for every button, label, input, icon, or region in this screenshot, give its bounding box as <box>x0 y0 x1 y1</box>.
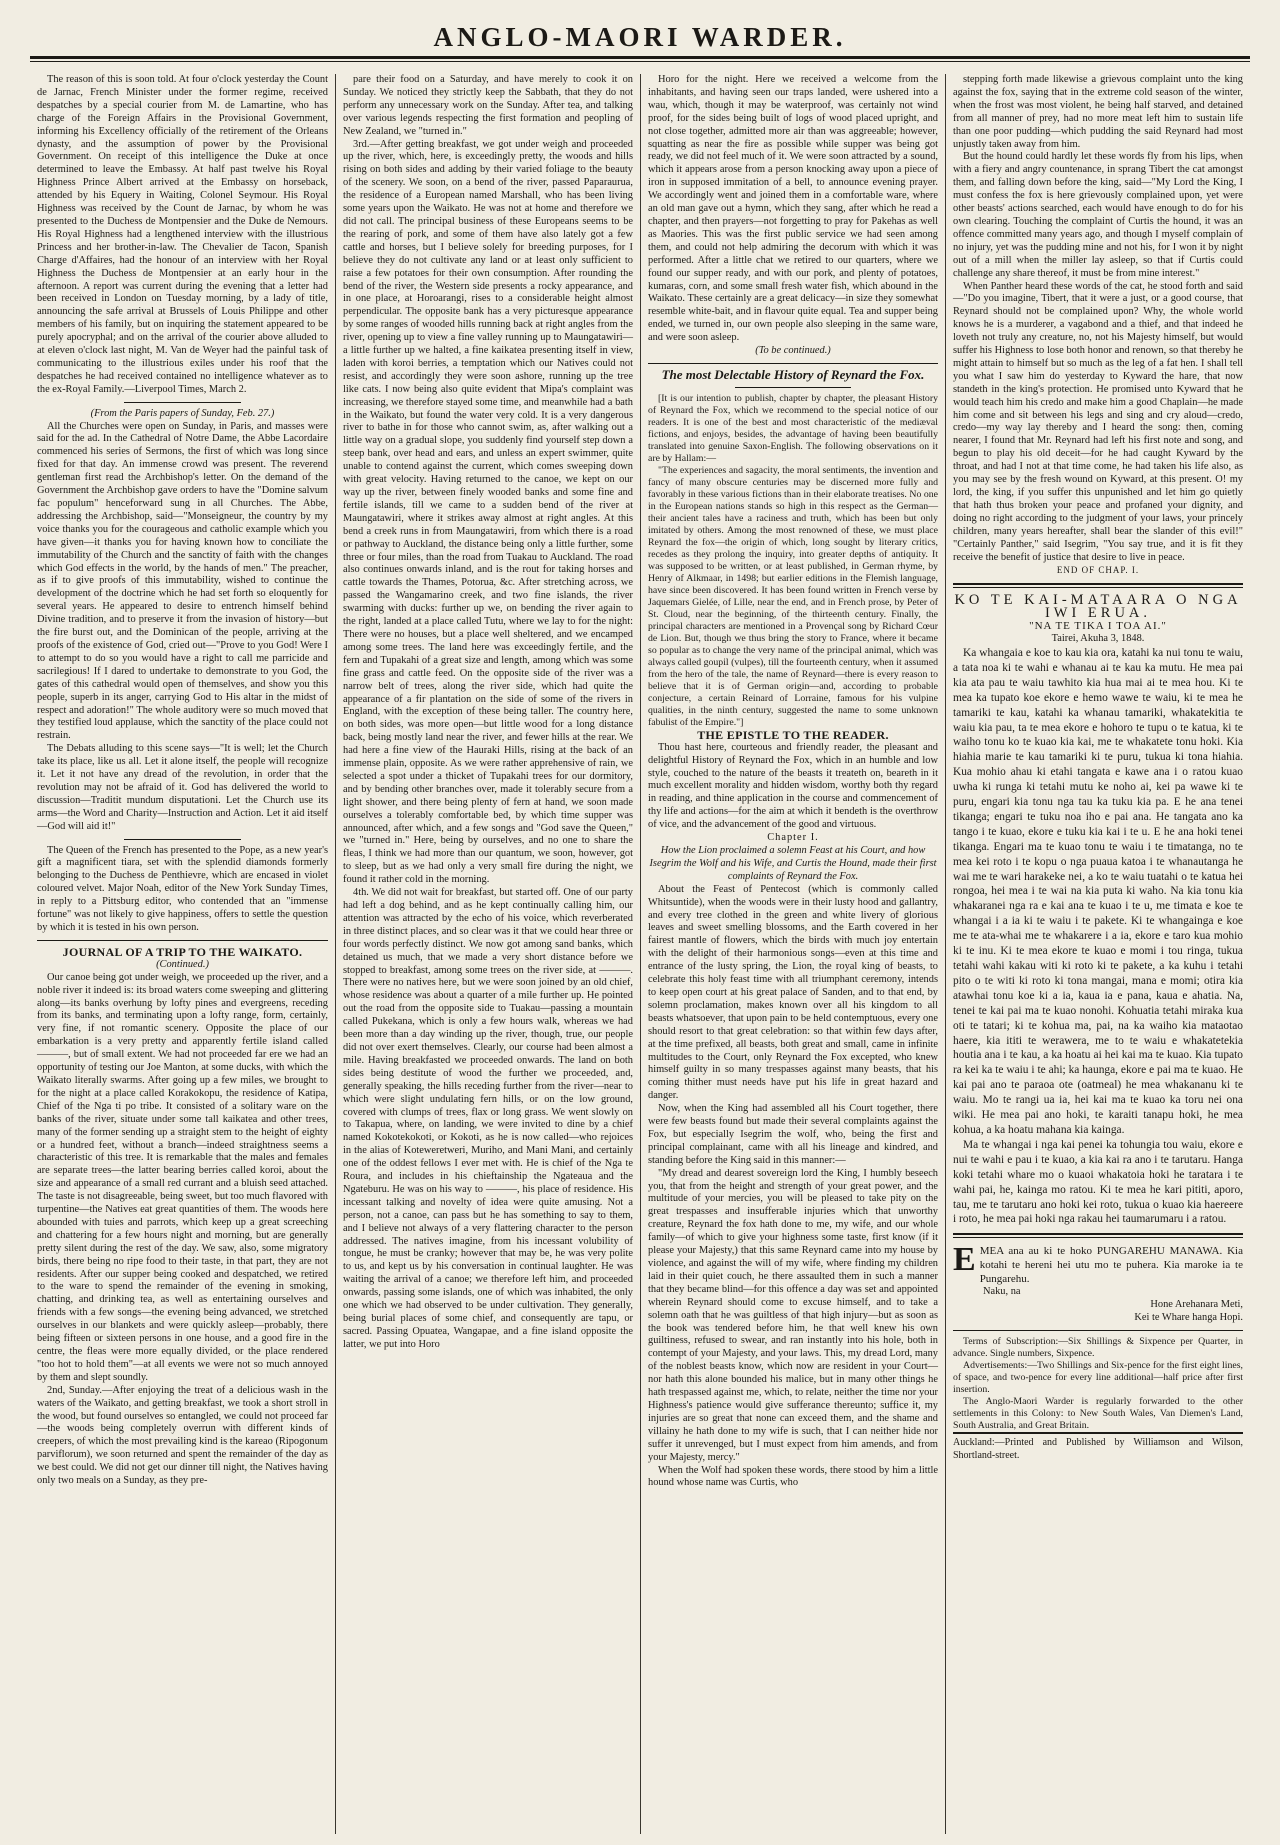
separator <box>735 387 851 388</box>
column-2 <box>335 74 640 1834</box>
signature-line: Naku, na <box>983 1286 1021 1298</box>
article-paragraph: Our canoe being got under weigh, we proceeded up the river, and a noble river it indeed is: its broad waters come sweeping and glittering along—its banks overhung by lofty pines and evergreens, receding from its banks, and terminating upon a lofty range, form, certainly, very fine, if not romantic scenery. Opposite the place of our embarkation is a very pretty and apparently fertile island called ———, but of small extent. We had not proceeded far ere we had an opportunity of testing our Joe Manton, at some ducks, with which the Waikato literally swarms. After going up a few miles, we brought to for the night at a place called Korakokopu, the residence of Katipa, Chief of the Nga ti po tribe. It consisted of a solitary ware on the banks of the river, situate under some tall kaikatea and other trees, many of the former sending up a straight stem to the height of eighty or a hundred feet, without a branch—indeed straightness seems a characteristic of this tree. It is remarkable that the males and females are separate trees—the latter bearing berries called koroi, about the size and appearance of a small red currant and a bluish seed attached. The taste is not disagreeable, being sweet, but too much flavored with turpentine—the Natives eat great quantities of them. The woods here abounded with tuies and parrots, which keep up a great screeching and chattering for a few hours night and morning, but are generally pretty silent during the rest of the day. We saw, also, some migratory birds, there being no ripe food to their taste, in that part, they are not residents. After our supper being cooked and despatched, we retired to the ware to spend the remainder of the evening in smoking, chatting, and drinking tea, as well as entertaining ourselves and friends with a few songs—the evening being advanced, we stretched ourselves in our blankets and were quickly asleep—probably, there being fifteen or sixteen persons in one house, and a good fire in the centre, the fleas were more equally divided, or the place rendered "too hot to hold them"—at all events we were not so much annoyed by them and slept soundly. <box>37 971 328 1383</box>
separator <box>37 940 328 941</box>
article-title: JOURNAL OF A TRIP TO THE WAIKATO. <box>62 944 303 959</box>
distribution-note: The Anglo-Maori Warder is regularly forwarded to the other settlements in this Colony: to New South Wales, Van Diemen's Land, South Australia, and Great Britain. <box>953 1396 1243 1432</box>
article-paragraph: pare their food on a Saturday, and have merely to cook it on Sunday. We noticed they strictly keep the Sabbath, that they do not perform any unnecessary work on the Sunday. After tea, and talking over various legends respecting the first formation and peopling of New Zealand, we "turned in." <box>343 74 633 137</box>
article-paragraph: When the Wolf had spoken these words, there stood by him a little hound whose name was Curtis, who <box>648 1464 938 1489</box>
article-paragraph: Horo for the night. Here we received a welcome from the inhabitants, and having seen our traps landed, were ushered into a wau, which, though it may be waterproof, was certainly not wind proof, for the sides being built of logs of wood placed upright, and not close together, admitted more air than was aggreeable; however, squatting as near the fire as possible while supper was being got ready, we did not feel much of it. We were soon attracted by a sound, which it appears arose from a person knocking away upon a piece of iron in supposed immitation of a bell, to announce evening prayer. We accordingly went and joined them in a comfortable ware, where an old man gave out a hymn, which they sang, after which he read a chapter, and then prayers—not forgetting to pray for Pakehas as well as Maories. This was the first public service we had seen among them, and could not help admiring the decorum with which it was performed. After a little chat we retired to our quarters, where we found our supper ready, and with our pork, and plenty of potatoes, kumaras, corn, and some small fresh water fish, which abound in the Waikato. These certainly are a great delicacy—in size they somewhat resemble white-bait, and in flavour quite equal. Tea and supper being ended, we turned in, our own people also sleeping in the same ware, and were soon asleep. <box>648 74 938 344</box>
chapter-heading: Chapter I. <box>767 832 819 844</box>
end-of-chapter: END OF CHAP. I. <box>1056 565 1140 576</box>
article-paragraph: About the Feast of Pentecost (which is commonly called Whitsuntide), when the woods were in their lusty hood and gallantry, and every tree clothed in the green and white livery of glorious leaves and sweet smelling blossoms, and the Earth covered in her fairest mantle of flowers, which the birds with much joy entertain with the delight of their harmonious songs—even at this time and entrance of the lusty spring, the Lion, the royal king of beasts, to celebrate this holy feast time with all triumphant ceremony, intends to keep open court at his great palace of Sanden, and to that end, by solemn proclamation, makes known over all his kingdom to all beasts whatsoever, that upon pain to be held contemptuous, every one should resort to that great celebration: so that within few days after, at the time prefixed, all beasts, both great and small, came in infinite multitudes to the Court, only Reynard the Fox excepted, who knew himself guilty in so many trespasses against many beasts, that his coming thither must needs have put his life in great hazard and danger. <box>648 883 938 1102</box>
masthead-rule <box>30 56 1250 59</box>
separator <box>953 1330 1243 1331</box>
masthead-rule-thin <box>30 61 1250 62</box>
separator <box>124 839 240 840</box>
motto: "NA TE TIKA I TOA AI." <box>1029 620 1167 633</box>
article-paragraph: But the hound could hardly let these words fly from his lips, when with a fiery and angry countenance, in sprang Tibert the cat amongst them, and falling down before the king, said—"My Lord the King, I must confess the fox is here grievously complained upon, yet were other beasts' actions searched, each would have enough to do for his own clearing. Touching the complaint of Curtis the hound, it was an offence committed many years ago, and though I myself complain of no injury, yet was the pudding mine and not his, for I won it by night out of a mill when the miller lay asleep, so that if Curtis could challenge any share thereof, it must be from mine interest." <box>953 151 1243 279</box>
masthead-title: ANGLO-MAORI WARDER. <box>433 22 847 52</box>
signature-place: Kei te Whare hanga Hopi. <box>1134 1312 1243 1324</box>
article-paragraph: All the Churches were open on Sunday, in Paris, and masses were said for the ad. In the Cathedral of Notre Dame, the Abbe Lacordaire commenced his series of Sermons, the first of which was long since fixed for that day. An immense crowd was present. The reverend gentleman first read the Archbishop's letter. On the demand of the Government the Archbishop gave orders to have the "Domine salvum fac populum" henceforward sung in all Churches. The Abbe, addressing the Archbishop, said—"Monseigneur, the country by my voice thanks you for the courageous and catholic example which you have given—it thanks you for having known how to conciliate the immutability of the Church and the sanctity of faith with the changes which God effects in the world, by the hands of men." The preacher, as if to give proofs of this immutability, wished to continue the development of the doctrine which he had set forth so eloquently for several years. He appeared to desire to entrench himself behind Divine tradition, and to preserve it from the invasion of history—but the fire burst out, and the Dominican of the people, arriving at the proofs of the existence of God, cried out—"Prove to you God! Were I to attempt to do so you would have a right to call me parricide and sacrilegious! If I dared to undertake to demonstrate to you God, the gates of this cathedral would open of themselves, and show you this people, superb in its anger, carrying God to His altar in the midst of respect and adoration!" The whole auditory were so much moved that they testified loud applause, which the sanctity of the place could not restrain. <box>37 420 328 742</box>
notice-text: MEA ana au ki te hoko PUNGAREHU MANAWA. Kia kotahi te hereni hei utu mo te puhera. Kia maroke ia te Pungarehu. <box>979 1245 1243 1286</box>
drop-cap: E <box>953 1241 976 1279</box>
separator <box>953 583 1243 588</box>
signature-name: Hone Arehanara Meti, <box>1150 1299 1243 1311</box>
column-3 <box>640 74 945 1834</box>
article-paragraph: 2nd, Sunday.—After enjoying the treat of a delicious wash in the waters of the Waikato, and getting breakfast, we took a short stroll in the wood, but found ourselves so entangled, we could not proceed far—the woods being completely overrun with different kinds of creepers, of which the most prevailing kind is the kareao (Ripogonum parviflorum), we soon returned and spent the remainder of the day as we best could. We did not get our dinner till night, the Natives having only two meals on a Sunday, as they pre- <box>37 1384 328 1487</box>
article-paragraph: Ka whangaia e koe to kau kia ora, katahi ka nui tonu te waiu, a tata noa ki te wahi e whanau ai te kau ka mutu. He mea pai kia ata pau te waiu tawhito kia hua mai ai te mea hou. Ki te mea ka tupato koe ekore e hemo wawe te waiu, ki te mea he tamariki te kau, katahi ka whanau tamariki, whakatekitia te waiu kia pau, ta te mea ekore e hohoro te tupu o te katua, ki te waiho tonu ko te kuao kia kai, me te whakatete tonu hoki. Kia hiahia marie te kau tamariki ki te puru, tukua ki tona hiahia. Kua mohio ahau ki etahi tangata e kawe ana i o ratou kuao uwha ki runga ki tetahi mutu ke noho ai, kei pa wawe ki te puru, engari kia tonu nga tau ka tuku kia pa. E he ana tenei tikanga; engari te tuku noa iho e pai ana. He tangata ano ka tango i te kuao, ekore e tuku kia kai i te u. E he ana hoki tenei tikanga. Engari ma te kuao tonu te waiu i te timatanga, no te mea kei roto i te kopu o nga puaua katoa i te whanautanga he wai me te wari harakeke nei, a ko te waiu tuatahi o te katua hei rongoa, hei mea i te wai na kia puta ki waho. Na kia tonu kia whakaranei nga ra e kai ana te kuao i te u, me timata e koe te whangai i a ia ki te waiu i te pakete. Ki te whangainga e koe me te ata-whai me te whakarere i a ia, ekore e taro kua mohio ki te inu. Ki te mea ekore te kuao e momi i tou ringa, tukua tetahi wahi kakau witi ki roto ki te pakete, a ka kuhu i tetahi pito o te witi ki roto ki tona mangai, mana e momi; otira kia atawhai tonu koe ki a ia, kaua ia e pana, kaua e ahatia. Na, tenei te kai pai ma te kuao nonohi. Kohuatia tetahi miraka kua oti te tatari; ki te kohua ma, pai, na ka waiho kia mataotao haere, kia ititi te werawera, me to te waiu e whakatetekia houtia ana i te kau, a ka hoatu ai hei kai ma te kuao. Kia tupato ra kei ka te waiu i te ahi; ka haunga, ekore e pai ma te kuao. He kai pai ano te paraoa ote (oatmeal) he mea whakananu ki te waiu. Mo te rangi ua ia, hei kai ma te kuao ka toru nei ona wiki. He mea pai ano hoki, te karaiti tanapu hoki, he mea kohua, a ka hoatu mahana kia kainga. <box>953 646 1243 1136</box>
chapter-title: How the Lion proclaimed a solemn Feast at his Court, and how Isegrim the Wolf and his Wife, and Curtis the Hound, made their first complaints of Reynard the Fox. <box>649 845 937 882</box>
separator <box>648 363 938 364</box>
section-heading: THE EPISTLE TO THE READER. <box>697 727 889 742</box>
section-heading: (From the Paris papers of Sunday, Feb. 27.) <box>90 407 275 419</box>
continued-note: (To be continued.) <box>755 345 831 357</box>
article-paragraph: The Queen of the French has presented to the Pope, as a new year's gift a magnificent tiara, set with the splendid diamonds formerly belonging to the Duchess de Penthievre, which are encased in violet coloured velvet. Major Noah, editor of the New York Sunday Times, in reply to a Pittsburg editor, who contended that an "immense fortune" was not likely to give happiness, offers to settle the question by which it is tested in his own person. <box>37 844 328 933</box>
article-subtitle: (Continued.) <box>156 958 209 970</box>
maori-section-title: KO TE KAI-MATAARA O NGA IWI ERUA. <box>954 592 1242 622</box>
advertisement-rates: Advertisements:—Two Shillings and Six-pence for the first eight lines, of space, and two-pence for every line additional—half price after first insertion. <box>953 1360 1243 1396</box>
article-paragraph: "The experiences and sagacity, the moral sentiments, the invention and fancy of many obscure centuries may be discerned more fully and favorably in these various fictions than in their elaborate treatises. No one in the European nations stands so high in this respect as the German—their ancient tales have a raciness and truth, which has been but only imitated by others. Among the most renowned of these, we must place Reynard the fox—the origin of which, long sought by literary critics, recedes as they prolong the inquiry, into greater depths of antiquity. It was supposed to be written, or at least published, in German rhyme, by Henry of Alkmaar, in 1498; but earlier editions in the Flemish language, have since been discovered. It has been found written in French verse by Jaquemars Gielée, of Lille, near the end, and in French prose, by Peter of St. Cloud, near the beginning, of the thirteenth century. Finally, the principal characters are mentioned in a Provençal song by Richard Cœur de Lion. But, though we thus bring the story to France, where it became so popular as to change the very name of the principal animal, which was always called goupil (vulpes), till the fourteenth century, when it assumed from the hero of the tale, the name of Reynard—there is every reason to believe that it is of German origin—and, according to probable conjecture, a certain Reinard of Lorraine, famous for his vulpine qualities, in the ninth century, suggested the name to some unknown fabulist of the Empire."] <box>648 464 938 728</box>
article-paragraph: Now, when the King had assembled all his Court together, there were few beasts found but made their several complaints against the Fox, but especially Isegrim the wolf, who, being the first and principal complainant, came with all his lineage and kindred, and standing before the King said in this manner:— <box>648 1103 938 1166</box>
article-paragraph: "My dread and dearest sovereign lord the King, I humbly beseech you, that from the height and strength of your great power, and the multitude of your mercies, you will be pleased to take pity on the great trespasses and insufferable injuries which that unworthy creature, Reynard the fox hath done to me, my wife, and our whole family—of which to give your highness some taste, first know (if it please your Majesty,) that this same Reynard came into my house by violence, and against the will of my wife, where finding my children laid in their quiet couch, he there assaulted them in such a manner that they became blind—for this offence a day was set and appointed wherein Reynard should come to excuse himself, and to take a solemn oath that he was guiltless of that high injury—but as soon as the book was tendered before him, he that well knew his own guiltiness, refused to swear, and ran instantly into his hole, both in contempt of your Majesty, and your laws. This, my dread Lord, many of the noblest beasts know, which now are resident in your Court—nor hath this alone bounded his malice, but in many other things he hath trespassed against me, which, to relate, neither the time nor your Highness's patience would give sufferance thereunto; suffice it, my injuries are so great that none can exceed them, and the shame and villainy he hath done to my wife is such, that I can neither hide nor suffer it unrevenged, but I must expect from him amends, and from your Majesty, mercy." <box>648 1167 938 1463</box>
separator <box>124 402 240 403</box>
notice <box>953 1241 1243 1286</box>
column-1 <box>30 74 335 1834</box>
article-paragraph: Thou hast here, courteous and friendly reader, the pleasant and delightful History of Reynard the Fox, which in an humble and low style, couched to the nature of the beasts it treateth on, beareth in it much excellent morality and hidden wisdom, worthy both thy regard in reading, and thine application in the course and commencement of thy life and actions—for the aim at which it bendeth is the overthrow of vice, and the advancement of the good and virtuous. <box>648 741 938 831</box>
article-paragraph: stepping forth made likewise a grievous complaint unto the king against the fox, saying that in the extreme cold season of the winter, when the frost was most violent, he being half starved, and detained from all manner of prey, had no more meat left him to sustain life than one poor pudding—which pudding the said Reynard had most unjustly taken away from him. <box>953 74 1243 150</box>
article-paragraph: 4th. We did not wait for breakfast, but started off. One of our party had left a dog behind, and as he kept continually calling him, our attention was attracted by the echo of his voice, which reverberated in three distinct places, and so clear was it that we could hear three or four words perfectly distinct. We now got among sand banks, which detained us much, that we made a very short distance before we stopped to breakfast, among some trees on the river side, at ———. There were no natives here, but we were soon joined by an old chief, whose residence was about a quarter of a mile further up. He pointed out the road from the opposite side to Tuakau—passing a mountain called Pukekana, which is only a few hours walk, whereas we had been more than a day winding up the river, though, true, our people did not over exert themselves. Clearly, our course had been almost a mile. Having breakfasted we proceeded onwards. The land on both sides being destitute of wood the further we proceeded, and, generally speaking, the hills receding further from the river—near to which were slight undulating fern hills, or on the low ground, covered with clumps of trees, flax or long grass. We went slowly on to Takapua, where, on landing, we were invited to dine by a chief named Kokotekokoti, or Kokoti, as he is now called—who rejoices in the alias of Koteweretweri, Muriho, and Mani Mani, and certainly one of the oddest fellows I ever met with. He is chief of the Nga te Roura, and includes in his chieftainship the Ngateaua and the Ngateburu. He was on his way to ———, his place of residence. His incessant talking and novelty of idea were quite amusing. Not a person, not a canoe, can pass but he has something to say to them, and I believe not always of a very flattering character to the person addressed. The natives imagine, from his incessant volubility of tongue, he must be cranky; however that may be, he was very polite to us, and kept us by his conversation in continual laughter. He was waiting the arrival of a canoe; we therefore left him, and proceeded onwards, passing some islands, one of which was inhabited, the only one which we had observed to be under cultivation. They generally, being burial places of some chief, and consequently are tapu, or sacred. Passing Opuatea, Wangapae, and a fine island opposite the latter, we put into Horo <box>343 887 633 1350</box>
dateline: Tairei, Akuha 3, 1848. <box>1051 633 1145 645</box>
article-paragraph: Ma te whangai i nga kai penei ka tohungia tou waiu, ekore e nui te wahi e pau i te kuao, a kia kai ra ano i te tarutaru. Hanga koki tetahi whare mo o kuaoi whakatoia hoki he taratara i te wahi pai, he, kainga mo ratou. Ki te mea he kari pititi, aporo, tau, me te tarutaru ano hoki kei roto, tukua o kuao kia haereere i roto, he mea pai hoki nga rakau hei taumarumaru i a ratou. <box>953 1138 1243 1226</box>
article-paragraph: The Debats alluding to this scene says—"It is well; let the Church take its place, like us all. Let it alone itself, the people will recognize it. Let it not have any dread of the revolution, in order that the revolution may not be afraid of it. God has delivered the world to discussion—Traditit mundum disputationi. Let the Church use its arms—the Word and Charity—Instruction and Action. Let it aid itself—God will aid it!" <box>37 743 328 832</box>
imprint: Auckland:—Printed and Published by Williamson and Wilson, Shortland-street. <box>953 1432 1243 1463</box>
article-paragraph: 3rd.—After getting breakfast, we got under weigh and proceeded up the river, which, here, is exceedingly pretty, the woods and hills rising on both sides and adding by their varied foliage to the beauty of the scenery. We soon, on a bend of the river, passed Paparaurua, the residence of a European named Marshall, who has been living some years upon the Waikato. He was not at home and therefore we did not call. The principal business of these Europeans seems to be the rearing of pork, and some of them have also lately got a few cattle and horses, but I believe solely for breeding purposes, for I believe they do not cultivate any land or at least only sufficient to raise a few potatoes for their own consumption. After rounding the bend of the river, the Western side presents a rocky appearance, and in one place, at Horoarangi, rises to a considerable height almost perpendicular. The opposite bank has a very picturesque appearance by some ranges of wooded hills running back at right angles from the river, opening up to view a fine valley running up to Maungatawiri—a little further up we halted, a fine kaikatea presenting itself in view, laden with koroi berries, a temptation which our Natives could not resist, and accordingly they were soon ashore, running up the tree like cats. I now being also quite evident that Mipa's complaint was increasing, we therefore stayed some time, and meanwhile had a bath in the Waikato, but found the water very cold. It is a very dangerous river to bathe in for those who cannot swim, as, after walking out a little way on a gradual slope, you suddenly find yourself step down a steep bank, over head and ears, and unless an expert swimmer, quite unable to contend against the current, which comes sweeping down with great velocity. Having returned to the canoe, we kept on our way up the river, between finely wooded banks and some fine and fertile islands, till we came to a sudden bend of the river at Maungatawiri, where it strikes away almost at right angles. At this bend a creek runs in from Maungatawiri, from which there is a road or pathway to Auckland, the distance being only a little further, some three or four miles, than the road from Tuakau to Auckland. The road also continues onwards inland, and is the rout for taking horses and cattle towards the Thames, Potorua, &c. After stretching across, we passed the Wangamarino creek, and two fine islands, the river swarming with ducks: further up we, on bending the river again to the right, landed at a place called Tutu, where we lay to for the night: There were no houses, but a place well sheltered, and we encamped among some trees. The land here was exceedingly fertile, and the fern and Tupakahi of a great size and length, among which was some fine grass and cattle feed. On the opposite side of the river was a narrow belt of trees, along the river side, which had quite the appearance of a fir plantation on the side of some of the rivers in England, with the exception of these being taller. The country here, on both sides, was more open—but little wood for a long distance back, being mostly land near the river, and fewer hills at the rear. We had here a fine view of the Hauraki Hills, rising at the back of an immense plain, opposite. As we were rather apprehensive of rain, we selected a spot under a thicket of Tupakahi trees for our dormitory, and by bending other branches over, made it tolerably secure from a light shower, and there being plenty of fern at hand, we soon made ourselves a tolerably comfortable bed, by which time supper was announced, after which, and a few songs and "God save the Queen," we "turned in." Here, being by ourselves, and no one to share the fleas, I think we had more than our quantum, we soon, however, got to sleep, but as we had only a very small fire during the night, we found it rather cold in the morning. <box>343 138 633 886</box>
subscription-terms: Terms of Subscription:—Six Shillings & Sixpence per Quarter, in advance. Single numbers, Sixpence. <box>953 1336 1243 1360</box>
column-4 <box>945 74 1250 1834</box>
article-title: The most Delectable History of Reynard the Fox. <box>661 366 925 382</box>
article-paragraph: When Panther heard these words of the cat, he stood forth and said—"Do you imagine, Tibert, that it were a just, or a good course, that Reynard should not be complained upon? Why, the whole world knows he is a murderer, a vagabond and a thief, and that indeed he loveth not truly any creature, no, not his Majesty himself, but would suffer his Highness to lose both honor and renown, so that thereby he might attain to himself but so much as the leg of a fat hen. I shall tell you what I saw him do yesterday to Kyward the hare, that now standeth in the king's protection. He promised unto Kyward that he would teach him his credo and make him a good Chaplain—he made him come and sit between his legs and sing and cry aloud—credo, credo—my way lay thereby and I heard the song: then, coming nearer, I found that Mr. Reynard had left his first note and song, and begun to play his old deceit—for he had caught Kyward by the throat, and had I not at that time come, he had taken his life also, as you may see by the fresh wound on Kyward, at this present. O! my lord, the king, if you suffer this unpunished and let him go quietly that hath thus broken your peace and profaned your dignity, and doing no right according to the judgment of your laws, your princely children, many years hereafter, shall bear the slander of this evil!" "Certainly Panther," said Isegrim, "You say true, and it is fit they receive the benefit of justice that desire to live in peace. <box>953 280 1243 563</box>
article-paragraph: [It is our intention to publish, chapter by chapter, the pleasant History of Reynard the Fox, which we recommend to the special notice of our readers. It is one of the best and most characteristic of the mediæval fictions, and enjoys, besides, the advantage of having been beautifully translated into genuine Saxon-English. The following observations on it are by Hallam:— <box>648 392 938 464</box>
article-paragraph: The reason of this is soon told. At four o'clock yesterday the Count de Jarnac, French Minister under the former regime, received despatches by a special courier from M. de Lamartine, who has charge of the Foreign Affairs in the Provisional Government, informing his Excellency officially of the retirement of the Orleans dynasty, and the assumption of power by the Provisional Government. On receipt of this intelligence the Duke at once determined to leave the Embassy. At half past twelve his Royal Highness Prince Albert arrived at the Embassy on horseback, attended by his Equery in Waiting, Colonel Seymour. His Royal Highness was received by the Count de Jarnac, by whom he was presented to the Duchess de Montpensier and the Duke de Nemours. His Royal Highness had a lengthened interview with the illustrious Princess and her brother-in-law. The Chevalier de Tacon, Spanish Charge d'Affaires, had the honour of an interview with her Royal Highness the Duchess de Montpensier at an early hour in the afternoon. A report was current during the evening that a letter had been received in London on Tuesday morning, by a lady of title, announcing the safe arrival at Brussels of Louis Philippe and other members of his family, but on inquiring the statement appeared to be purely apocryphal; and on the arrival of the courier above alluded to at eleven o'clock last night, M. Van de Weyer had the painful task of communicating to the illustrious exiles under his roof that the despatches he had received contained no intelligence whatever as to the ex-Royal Family.—Liverpool Times, March 2. <box>37 74 328 395</box>
columns <box>30 74 1250 1834</box>
separator <box>953 1233 1243 1238</box>
